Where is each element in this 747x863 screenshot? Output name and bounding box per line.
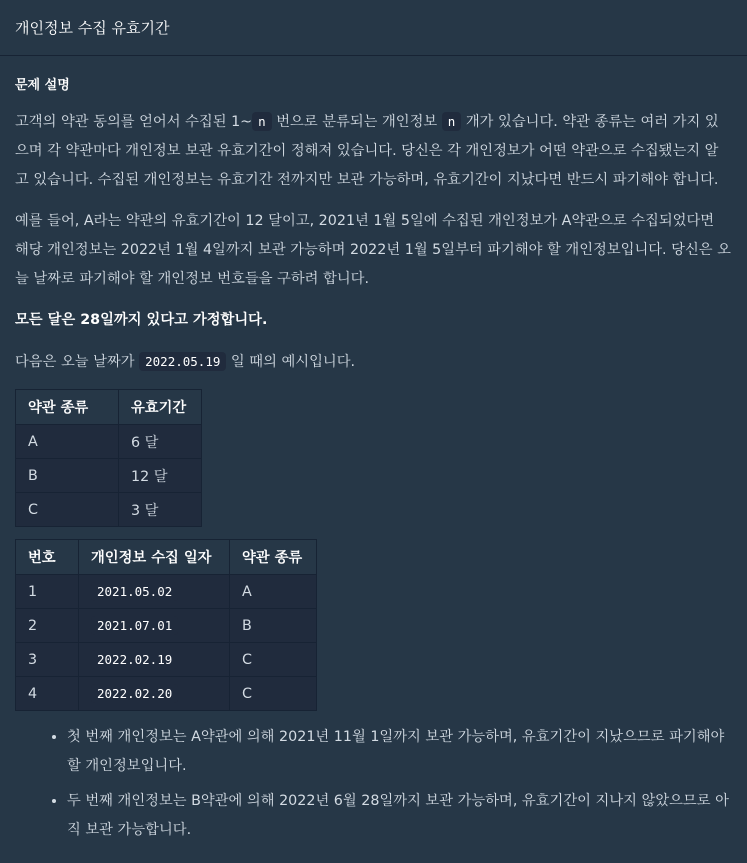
table-cell-date xyxy=(79,677,230,711)
date-code: 2022.02.20 xyxy=(91,684,178,703)
problem-header xyxy=(0,0,747,56)
para4-text-1: 다음은 오늘 날짜가 xyxy=(15,354,140,370)
inline-code-n: n xyxy=(252,112,272,131)
date-code: 2021.07.01 xyxy=(91,616,178,635)
table-cell: 4 xyxy=(16,677,79,711)
table-row xyxy=(16,459,202,493)
table-cell-date xyxy=(79,609,230,643)
date-code: 2022.02.19 xyxy=(91,650,178,669)
para4-text-2: 일 때의 예시입니다. xyxy=(226,354,356,370)
table-cell: 3 xyxy=(16,643,79,677)
table-header-row xyxy=(16,540,317,575)
table-cell: B xyxy=(16,459,119,493)
para1-text-1: 고객의 약관 동의를 얻어서 수집된 1~ xyxy=(15,114,253,130)
para1-text-2: 번으로 분류되는 개인정보 xyxy=(271,114,442,130)
problem-title: 개인정보 수집 유효기간 xyxy=(15,19,170,37)
privacy-table xyxy=(15,539,317,711)
column-header: 약관 종류 xyxy=(16,390,119,425)
table-row xyxy=(16,609,317,643)
table-row xyxy=(16,643,317,677)
table-row xyxy=(16,493,202,527)
table-cell-date xyxy=(79,643,230,677)
bold-note: 모든 달은 28일까지 있다고 가정합니다. xyxy=(15,312,268,328)
section-title: 문제 설명 xyxy=(15,78,70,93)
table-cell: 3 달 xyxy=(119,493,202,527)
table-cell-date xyxy=(79,575,230,609)
table-cell: B xyxy=(230,609,317,643)
explanation-list xyxy=(15,723,732,845)
description-paragraph-4 xyxy=(15,347,732,377)
inline-code-n: n xyxy=(442,112,462,131)
table-row xyxy=(16,575,317,609)
list-item: • 첫 번째 개인정보는 A약관에 의해 2021년 11월 1일까지 보관 가능하며, 유효기간이 지났으므로 파기해야 할 개인정보입니다. xyxy=(67,723,732,781)
para1-text-3: 개가 있습니다. 약관 종류는 여러 가지 있으며 각 약관마다 개인정보 보관 유효기간이 정해져 있습니다. 당신은 각 개인정보가 어떤 약관으로 수집됐는지 알고 있습니다. 수집된 개인정보는 유효기간 전까지만 보관 가능하며, 유효기간이 지났다면 반드시 파기해야 합니다. xyxy=(15,114,719,188)
table-cell: A xyxy=(230,575,317,609)
description-paragraph-2: 예를 들어, A라는 약관의 유효기간이 12 달이고, 2021년 1월 5일에 수집된 개인정보가 A약관으로 수집되었다면 해당 개인정보는 2022년 1월 4일까지 보관 가능하며 2022년 1월 5일부터 파기해야 할 개인정보입니다. 당신은 오늘 날짜로 파기해야 할 개인정보 번호들을 구하려 합니다. xyxy=(15,213,731,287)
table-cell: C xyxy=(16,493,119,527)
table-cell: 12 달 xyxy=(119,459,202,493)
table-header-row xyxy=(16,390,202,425)
inline-code-date: 2022.05.19 xyxy=(139,352,226,371)
table-cell: C xyxy=(230,643,317,677)
column-header: 번호 xyxy=(16,540,79,575)
table-cell: 2 xyxy=(16,609,79,643)
date-code: 2021.05.02 xyxy=(91,582,178,601)
description-paragraph-1 xyxy=(15,107,732,195)
column-header: 유효기간 xyxy=(119,390,202,425)
table-cell: 1 xyxy=(16,575,79,609)
column-header: 약관 종류 xyxy=(230,540,317,575)
table-cell: A xyxy=(16,425,119,459)
table-row xyxy=(16,425,202,459)
terms-table xyxy=(15,389,202,527)
column-header: 개인정보 수집 일자 xyxy=(79,540,230,575)
list-item: • 두 번째 개인정보는 B약관에 의해 2022년 6월 28일까지 보관 가능하며, 유효기간이 지나지 않았으므로 아직 보관 가능합니다. xyxy=(67,787,732,845)
table-cell: 6 달 xyxy=(119,425,202,459)
table-row xyxy=(16,677,317,711)
table-cell: C xyxy=(230,677,317,711)
problem-description xyxy=(0,74,747,845)
